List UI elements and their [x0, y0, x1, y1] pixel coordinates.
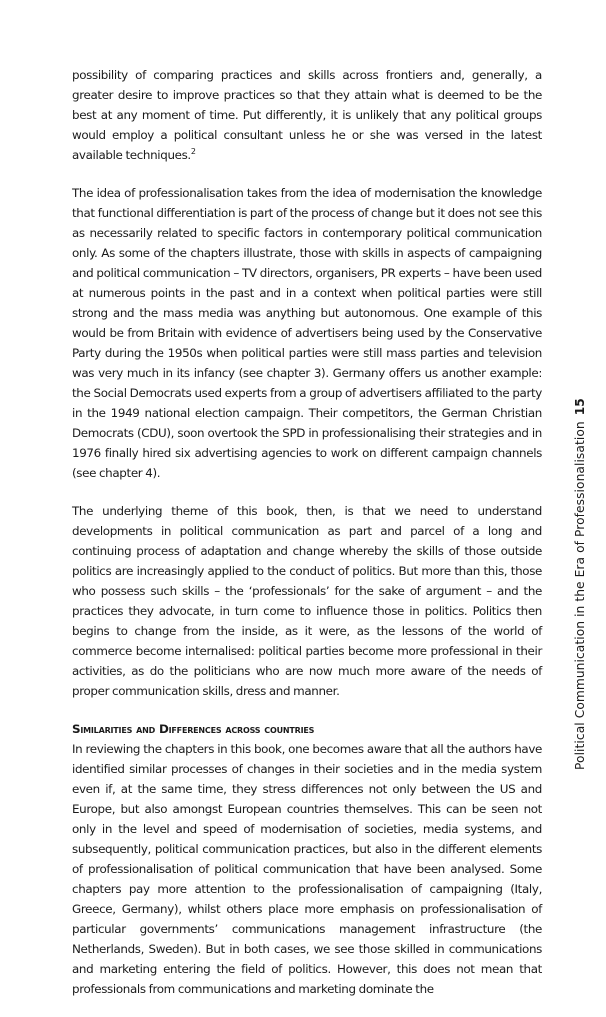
body-text [72, 65, 542, 1017]
footnote-marker: 2 [190, 147, 196, 157]
running-head [573, 398, 587, 770]
paragraph-2: The idea of professionalisation takes from the idea of modernisation the knowledge that functional differentiation is part of the process of change but it does not see this as necessarily related to specific factors in contemporary political communication only. As some of the chapters illustrate, those with skills in aspects of campaigning and political communication – TV directors, organisers, PR experts – have been used at numerous points in the past and in a context when political parties were still strong and the mass media was anything but autonomous. One example of this would be from Britain with evidence of advertisers being used by the Conservative Party during the 1950s when political parties were still mass parties and television was very much in its infancy (see chapter 3). Germany offers us another example: the Social Democrats used experts from a group of advertisers affiliated to the party in the 1949 national election campaign. Their competitors, the German Christian Democrats (CDU), soon overtook the SPD in professionalising their strategies and in 1976 finally hired six advertising agencies to work on different campaign channels (see chapter 4). [72, 186, 542, 480]
section-heading: Similarities and Differences across countries [72, 722, 315, 736]
page-number: 15 [573, 398, 587, 416]
paragraph-3: The underlying theme of this book, then, is that we need to understand developments in political communication as part and parcel of a long and continuing process of adaptation and change whereby the skills of those outside politics are increasingly applied to the conduct of politics. But more than this, those who possess such skills – the ‘professionals’ for the sake of argument – and the practices they advocate, in turn come to influence those in politics. Politics then begins to change from the inside, as it were, as the lessons of the world of commerce become internalised: political parties become more professional in their activities, as do the politicians who are now much more aware of the needs of proper communication skills, dress and manner. [72, 504, 542, 698]
running-head-title: Political Communication in the Era of Professionalisation [573, 421, 587, 770]
paragraph-4: In reviewing the chapters in this book, one becomes aware that all the authors have identified similar processes of changes in their societies and in the media system even if, at the same time, they stress differences not only between the US and Europe, but also amongst European countries themselves. This can be seen not only in the level and speed of modernisation of societies, media systems, and subsequently, political communication practices, but also in the different elements of professionalisation of political communication that have been analysed. Some chapters pay more attention to the professionalisation of campaigning (Italy, Greece, Germany), whilst others place more emphasis on professionalisation of particular governments’ communications management infrastructure (the Netherlands, Sweden). But in both cases, we see those skilled in communications and marketing entering the field of politics. However, this does not mean that professionals from communications and marketing dominate the [72, 742, 542, 996]
paragraph-1: possibility of comparing practices and skills across frontiers and, generally, a greater desire to improve practices so that they attain what is deemed to be the best at any moment of time. Put differently, it is unlikely that any political groups would employ a political consultant unless he or she was versed in the latest available techniques.$^2$ [72, 68, 542, 162]
